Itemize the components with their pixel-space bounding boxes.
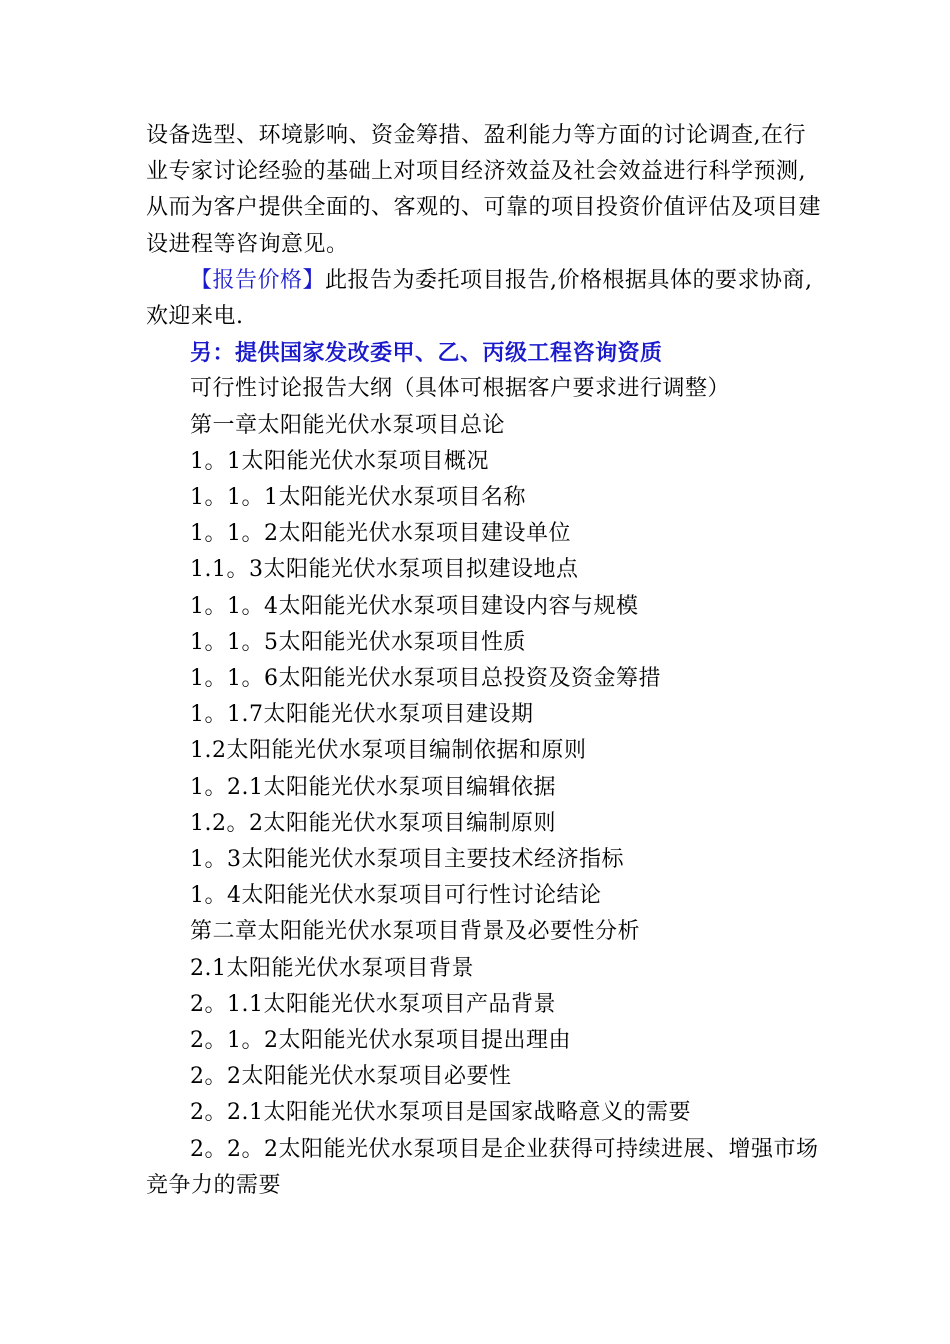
outline-line: 1.1。3太阳能光伏水泵项目拟建设地点 <box>190 557 579 583</box>
price-label: 【报告价格】 <box>190 267 326 293</box>
outline-line: 1.2太阳能光伏水泵项目编制依据和原则 <box>190 738 587 764</box>
outline-line: 1。4太阳能光伏水泵项目可行性讨论结论 <box>190 883 602 909</box>
outline-line: 1。1。4太阳能光伏水泵项目建设内容与规模 <box>190 593 639 619</box>
outline-line: 2。2.1太阳能光伏水泵项目是国家战略意义的需要 <box>190 1100 691 1126</box>
outline-line: 1。1。6太阳能光伏水泵项目总投资及资金筹措 <box>190 666 661 692</box>
outline-line: 1。1。2太阳能光伏水泵项目建设单位 <box>190 521 571 547</box>
outline-line: 第一章太阳能光伏水泵项目总论 <box>190 412 506 438</box>
outline-line: 1。2.1太阳能光伏水泵项目编辑依据 <box>190 774 556 800</box>
outline-line: 2。1.1太阳能光伏水泵项目产品背景 <box>190 991 556 1017</box>
outline-line: 可行性讨论报告大纲（具体可根据客户要求进行调整） <box>190 376 731 402</box>
outline-line: 第二章太阳能光伏水泵项目背景及必要性分析 <box>190 919 641 945</box>
outline-line: 2。2太阳能光伏水泵项目必要性 <box>190 1064 512 1090</box>
intro-paragraph: 设备选型、环境影响、资金筹措、盈利能力等方面的讨论调查,在行业专家讨论经验的基础上对项目经济效益及社会效益进行科学预测,从而为客户提供全面的、客观的、可靠的项目投资价值评估及项目建设进程等咨询意见。 <box>146 123 822 257</box>
outline-line: 1。3太阳能光伏水泵项目主要技术经济指标 <box>190 847 624 873</box>
outline-line: 2。2。2太阳能光伏水泵项目是企业获得可持续进展、增强市场竞争力的需要 <box>146 1136 819 1198</box>
document-body <box>146 118 826 1204</box>
outline-line: 2。1。2太阳能光伏水泵项目提出理由 <box>190 1028 571 1054</box>
qualification-notice: 另：提供国家发改委甲、乙、丙级工程咨询资质 <box>190 340 663 367</box>
price-text: 此报告为委托项目报告,价格根据具体的要求协商,欢迎来电. <box>146 267 813 330</box>
outline-line: 1。1。1太阳能光伏水泵项目名称 <box>190 485 526 511</box>
outline-line: 1。1。5太阳能光伏水泵项目性质 <box>190 629 526 655</box>
outline-line: 1。1太阳能光伏水泵项目概况 <box>190 448 489 474</box>
outline-line: 2.1太阳能光伏水泵项目背景 <box>190 955 474 981</box>
outline-line: 1。1.7太阳能光伏水泵项目建设期 <box>190 702 534 728</box>
price-paragraph <box>146 263 826 335</box>
outline-line: 1.2。2太阳能光伏水泵项目编制原则 <box>190 810 556 836</box>
